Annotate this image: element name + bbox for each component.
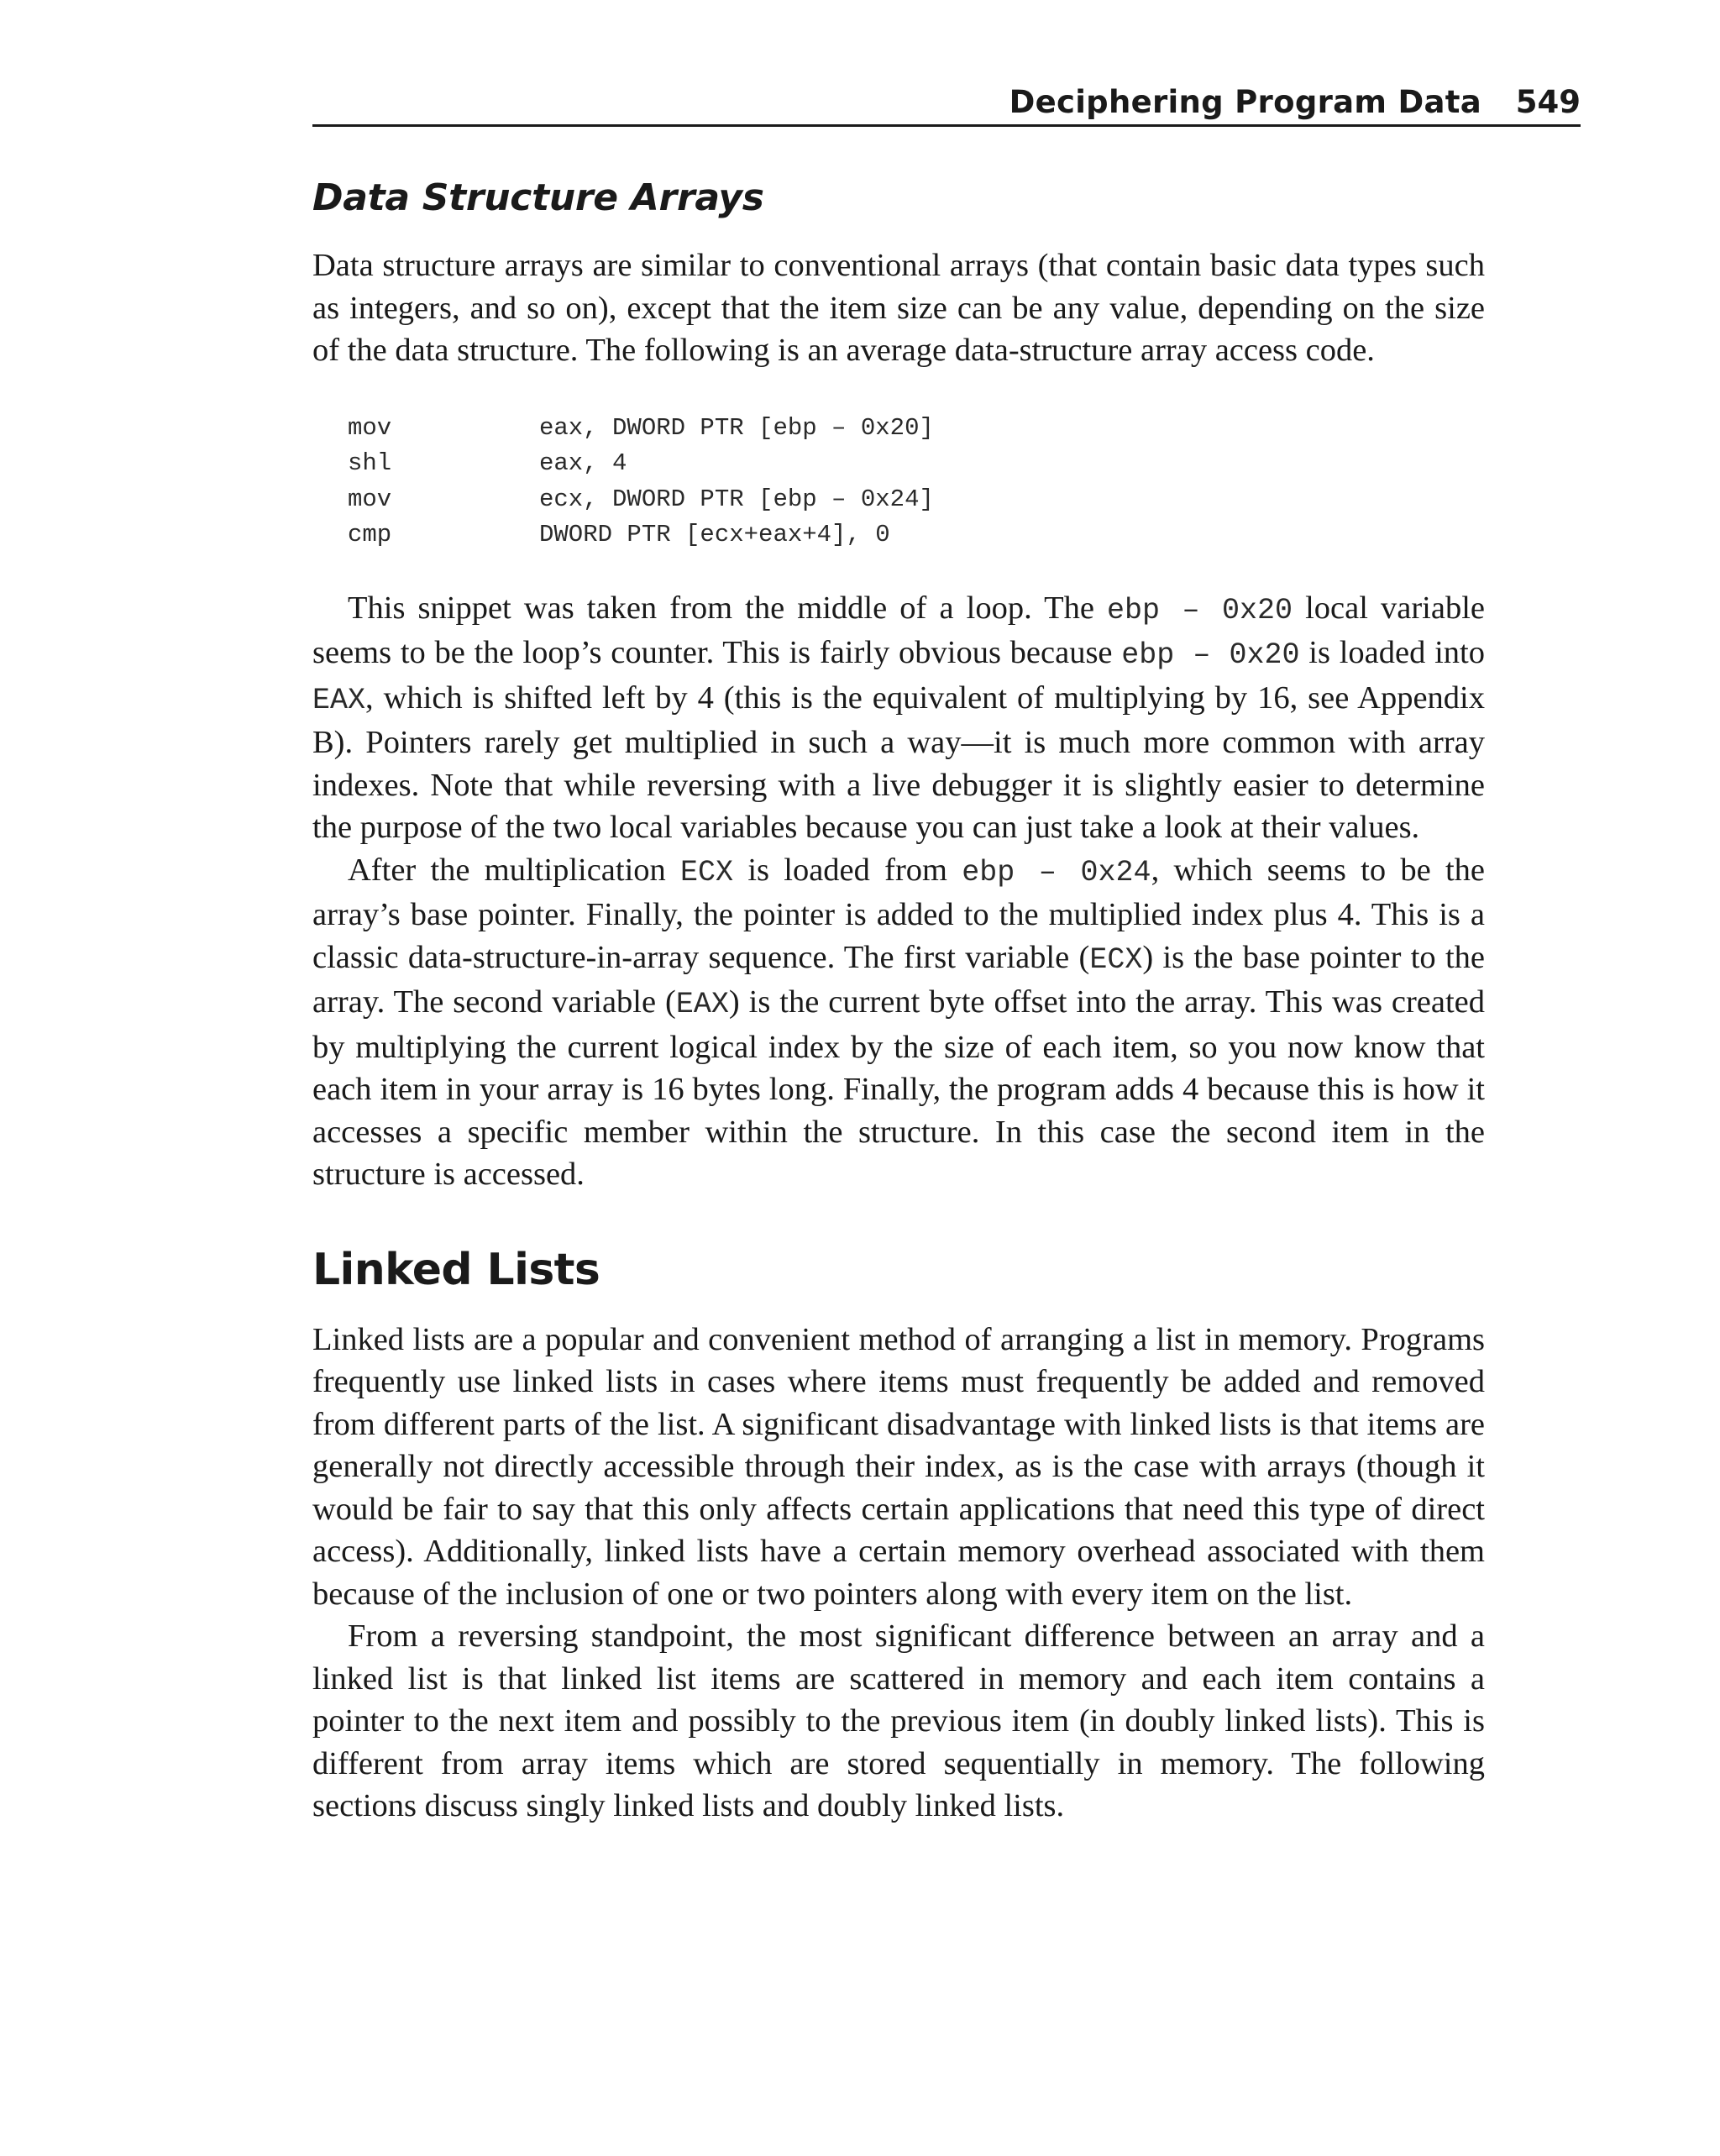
paragraph-base-pointer [312, 849, 1485, 1196]
page-content [312, 176, 1485, 1828]
code-line [348, 446, 1485, 482]
code-opcode: mov [348, 485, 392, 513]
inline-code: ebp – 0x20 [1107, 593, 1293, 627]
code-opcode: shl [348, 449, 392, 477]
code-operands: ecx, DWORD PTR [ebp – 0x24] [539, 485, 934, 513]
paragraph-arrays-intro: Data structure arrays are similar to conventional arrays (that contain basic data types such as integers, and so on), except that the item size can be any value, depending on the size of the data structure. The following is an average data-structure array access code. [312, 248, 1485, 368]
inline-code: ECX [1089, 942, 1143, 977]
header-page-number: 549 [1515, 84, 1581, 120]
subsection-heading-data-structure-arrays: Data Structure Arrays [312, 176, 764, 219]
code-operands: eax, 4 [539, 449, 627, 477]
code-line [348, 482, 1485, 518]
inline-code: ebp – 0x20 [1121, 638, 1300, 672]
inline-code: EAX [675, 988, 729, 1021]
running-header [312, 81, 1581, 127]
text-run: , which is shifted left by 4 (this is the equivalent of multiplying by 16, see Appendix B). Pointers rarely get multiplied in such a way—it is much more common with array indexes. Note that while reversing with a live debugger it is slightly easier to determine the purpose of the two local variables because you can just take a look at their values. [312, 679, 1485, 845]
text-run: is loaded into [1299, 635, 1485, 670]
code-line [348, 411, 1485, 447]
code-line [348, 517, 1485, 553]
text-run: is loaded from [733, 852, 962, 888]
text-run: , which seems to be the array’s base pointer. Finally, the pointer is added to the multiplied index plus 4. This is a classic data-structure-in-array sequence. The first variable ( [312, 852, 1485, 975]
text-run: This snippet was taken from the middle of a loop. The [348, 590, 1108, 626]
header-chapter-title: Deciphering Program Data [1009, 84, 1481, 120]
paragraph-loop-counter [312, 587, 1485, 849]
inline-code: ECX [680, 855, 734, 889]
code-opcode: cmp [348, 521, 392, 548]
text-run: After the multiplication [348, 852, 681, 888]
inline-code: ebp – 0x24 [962, 855, 1151, 889]
code-opcode: mov [348, 413, 392, 442]
code-operands: DWORD PTR [ecx+eax+4], 0 [539, 521, 890, 548]
text-run: local variable seems to be the loop’s counter. This is fairly obvious because [312, 590, 1485, 670]
inline-code: EAX [312, 683, 366, 717]
text-run: ) is the base pointer to the array. The second variable ( [312, 939, 1486, 1020]
assembly-code-listing [348, 411, 1485, 553]
code-operands: eax, DWORD PTR [ebp – 0x20] [539, 413, 934, 442]
text-run: ) is the current byte offset into the array. This was created by multiplying the current logical index by the size of each item, so you now know that each item in your array is 16 bytes long. Finally, the program adds 4 because this is how it accesses a specific member within the structure. In this case the second item in the structure is accessed. [312, 984, 1486, 1192]
paragraph-reversing-standpoint: From a reversing standpoint, the most significant difference between an array and a linked list is that linked list items are scattered in memory and each item contains a pointer to the next item and possibly to the previous item (in doubly linked lists). This is different from array items which are stored sequentially in memory. The following sections discuss singly linked lists and doubly linked lists. [312, 1618, 1485, 1823]
paragraph-linked-lists-intro: Linked lists are a popular and convenient method of arranging a list in memory. Programs frequently use linked lists in cases where items must frequently be added and removed from different parts of the list. A significant disadvantage with linked lists is that items are generally not directly accessible through their index, as is the case with arrays (though it would be fair to say that this only affects certain applications that need this type of direct access). Additionally, linked lists have a certain memory overhead associated with them because of the inclusion of one or two pointers along with every item on the list. [312, 1321, 1485, 1612]
section-heading-linked-lists: Linked Lists [312, 1244, 600, 1295]
